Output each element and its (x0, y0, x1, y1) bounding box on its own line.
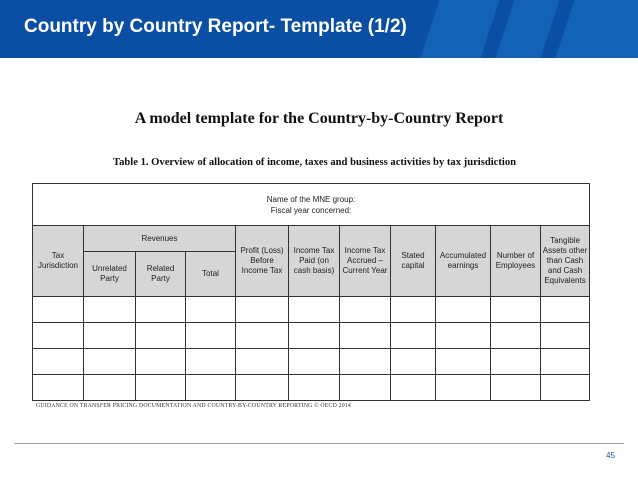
slide-title: Country by Country Report- Template (1/2) (24, 16, 407, 37)
title-bar-stripe (556, 0, 638, 58)
table-cell (33, 349, 84, 375)
table-cell (340, 375, 391, 401)
cbc-template-table (32, 183, 590, 401)
table-cell (33, 375, 84, 401)
table-cell (289, 349, 340, 375)
table-cell (236, 297, 289, 323)
table-cell (84, 323, 136, 349)
table-cell (541, 375, 590, 401)
table-cell (541, 349, 590, 375)
table-cell (436, 297, 491, 323)
table-cell (491, 375, 541, 401)
table-cell (340, 323, 391, 349)
table-cell (391, 297, 436, 323)
header-number-of-employees: Number of Employees (491, 226, 541, 297)
table-cell (491, 349, 541, 375)
table-cell (289, 323, 340, 349)
table-row (33, 297, 590, 323)
table-cell (136, 297, 186, 323)
header-unrelated-party: Unrelated Party (84, 252, 136, 297)
table-cell (84, 375, 136, 401)
mne-group-label: Name of the MNE group: (266, 194, 356, 204)
header-accumulated-earnings: Accumulated earnings (436, 226, 491, 297)
header-profit-loss: Profit (Loss) Before Income Tax (236, 226, 289, 297)
header-income-tax-accrued: Income Tax Accrued – Current Year (340, 226, 391, 297)
table-row (33, 349, 590, 375)
title-bar-stripe (421, 0, 500, 58)
table-cell (491, 297, 541, 323)
header-related-party: Related Party (136, 252, 186, 297)
table-cell (436, 349, 491, 375)
table-cell (541, 323, 590, 349)
table-cell (136, 323, 186, 349)
header-revenues: Revenues (84, 226, 236, 252)
table-cell (391, 349, 436, 375)
table-cell (391, 375, 436, 401)
table-cell (491, 323, 541, 349)
table-cell (84, 297, 136, 323)
table-cell (33, 297, 84, 323)
table-row (33, 323, 590, 349)
table-cell (541, 297, 590, 323)
title-bar (0, 0, 638, 58)
table-cell (84, 349, 136, 375)
table-cell (136, 349, 186, 375)
table-row (33, 375, 590, 401)
table-cell (33, 323, 84, 349)
table-cell (186, 349, 236, 375)
table-cell (436, 323, 491, 349)
document-heading: A model template for the Country-by-Country Report (134, 110, 504, 127)
table-cell (340, 297, 391, 323)
table-cell (236, 323, 289, 349)
source-footnote: GUIDANCE ON TRANSFER PRICING DOCUMENTATION AND COUNTRY-BY-COUNTRY REPORTING © OECD 2014 (36, 403, 352, 409)
header-stated-capital: Stated capital (391, 226, 436, 297)
header-total: Total (186, 252, 236, 297)
table-cell (289, 297, 340, 323)
header-income-tax-paid: Income Tax Paid (on cash basis) (289, 226, 340, 297)
title-bar-stripe (496, 0, 560, 58)
table-cell (186, 297, 236, 323)
table-cell (340, 349, 391, 375)
table-caption: Table 1. Overview of allocation of income, taxes and business activities by tax jurisdiction (113, 157, 517, 168)
footer-divider (14, 443, 624, 444)
page-number: 45 (606, 451, 615, 460)
header-tangible-assets: Tangible Assets other than Cash and Cash Equivalents (541, 226, 590, 297)
table-cell (186, 375, 236, 401)
table-cell (289, 375, 340, 401)
mne-group-cell (33, 184, 590, 226)
fiscal-year-label: Fiscal year concerned: (270, 205, 352, 215)
table-cell (236, 349, 289, 375)
table-cell (186, 323, 236, 349)
header-tax-jurisdiction: Tax Jurisdiction (33, 226, 84, 297)
table-cell (436, 375, 491, 401)
table-cell (136, 375, 186, 401)
table-cell (236, 375, 289, 401)
table-cell (391, 323, 436, 349)
